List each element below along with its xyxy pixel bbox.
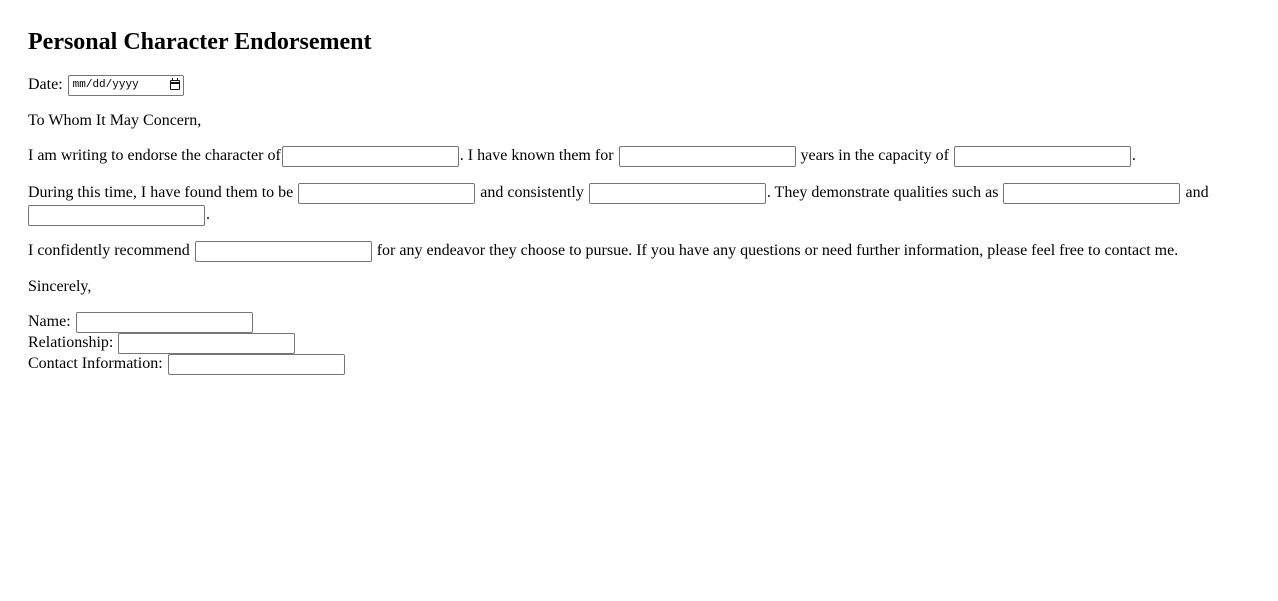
found-them-to-be-input[interactable] [298, 183, 475, 204]
paragraph2-text-d: and [1185, 184, 1209, 201]
date-row [28, 74, 184, 96]
years-known-input[interactable] [619, 146, 796, 167]
paragraph2-text-b: and consistently [480, 184, 584, 201]
capacity-input[interactable] [954, 146, 1131, 167]
paragraph2-text-c: . They demonstrate qualities such as [766, 184, 999, 201]
relationship-row [28, 332, 296, 354]
paragraph-recommendation [28, 240, 1178, 262]
date-input[interactable] [68, 75, 184, 96]
salutation: To Whom It May Concern, [28, 112, 202, 129]
page-title: Personal Character Endorsement [28, 29, 372, 55]
calendar-icon[interactable] [170, 80, 180, 90]
relationship-input[interactable] [118, 333, 295, 354]
quality-one-input[interactable] [1003, 183, 1180, 204]
paragraph1-text-a: I am writing to endorse the character of [28, 147, 281, 164]
consistently-input[interactable] [589, 183, 766, 204]
contact-label: Contact Information: [28, 355, 163, 372]
quality-two-input[interactable] [28, 205, 205, 226]
paragraph1-text-c: years in the capacity of [800, 147, 949, 164]
name-label: Name: [28, 313, 71, 330]
paragraph1-text-b: . I have known them for [459, 147, 614, 164]
paragraph2-text-e: . [206, 205, 210, 223]
relationship-label: Relationship: [28, 334, 114, 351]
date-label: Date: [28, 76, 63, 93]
paragraph-qualities [28, 182, 1250, 226]
name-row [28, 311, 254, 333]
contact-input[interactable] [168, 354, 345, 375]
paragraph1-text-d: . [1131, 147, 1136, 164]
paragraph3-text-b: for any endeavor they choose to pursue. If you have any questions or need further information, please feel free to contact me. [376, 242, 1179, 259]
recommend-name-input[interactable] [195, 241, 372, 262]
closing: Sincerely, [28, 278, 92, 295]
paragraph2-text-a: During this time, I have found them to be [28, 184, 294, 201]
paragraph3-text-a: I confidently recommend [28, 242, 190, 259]
contact-row [28, 353, 346, 375]
character-name-input[interactable] [282, 146, 459, 167]
name-input[interactable] [76, 312, 253, 333]
paragraph-character [28, 145, 1136, 167]
date-placeholder: mm/dd/yyyy [72, 78, 139, 91]
